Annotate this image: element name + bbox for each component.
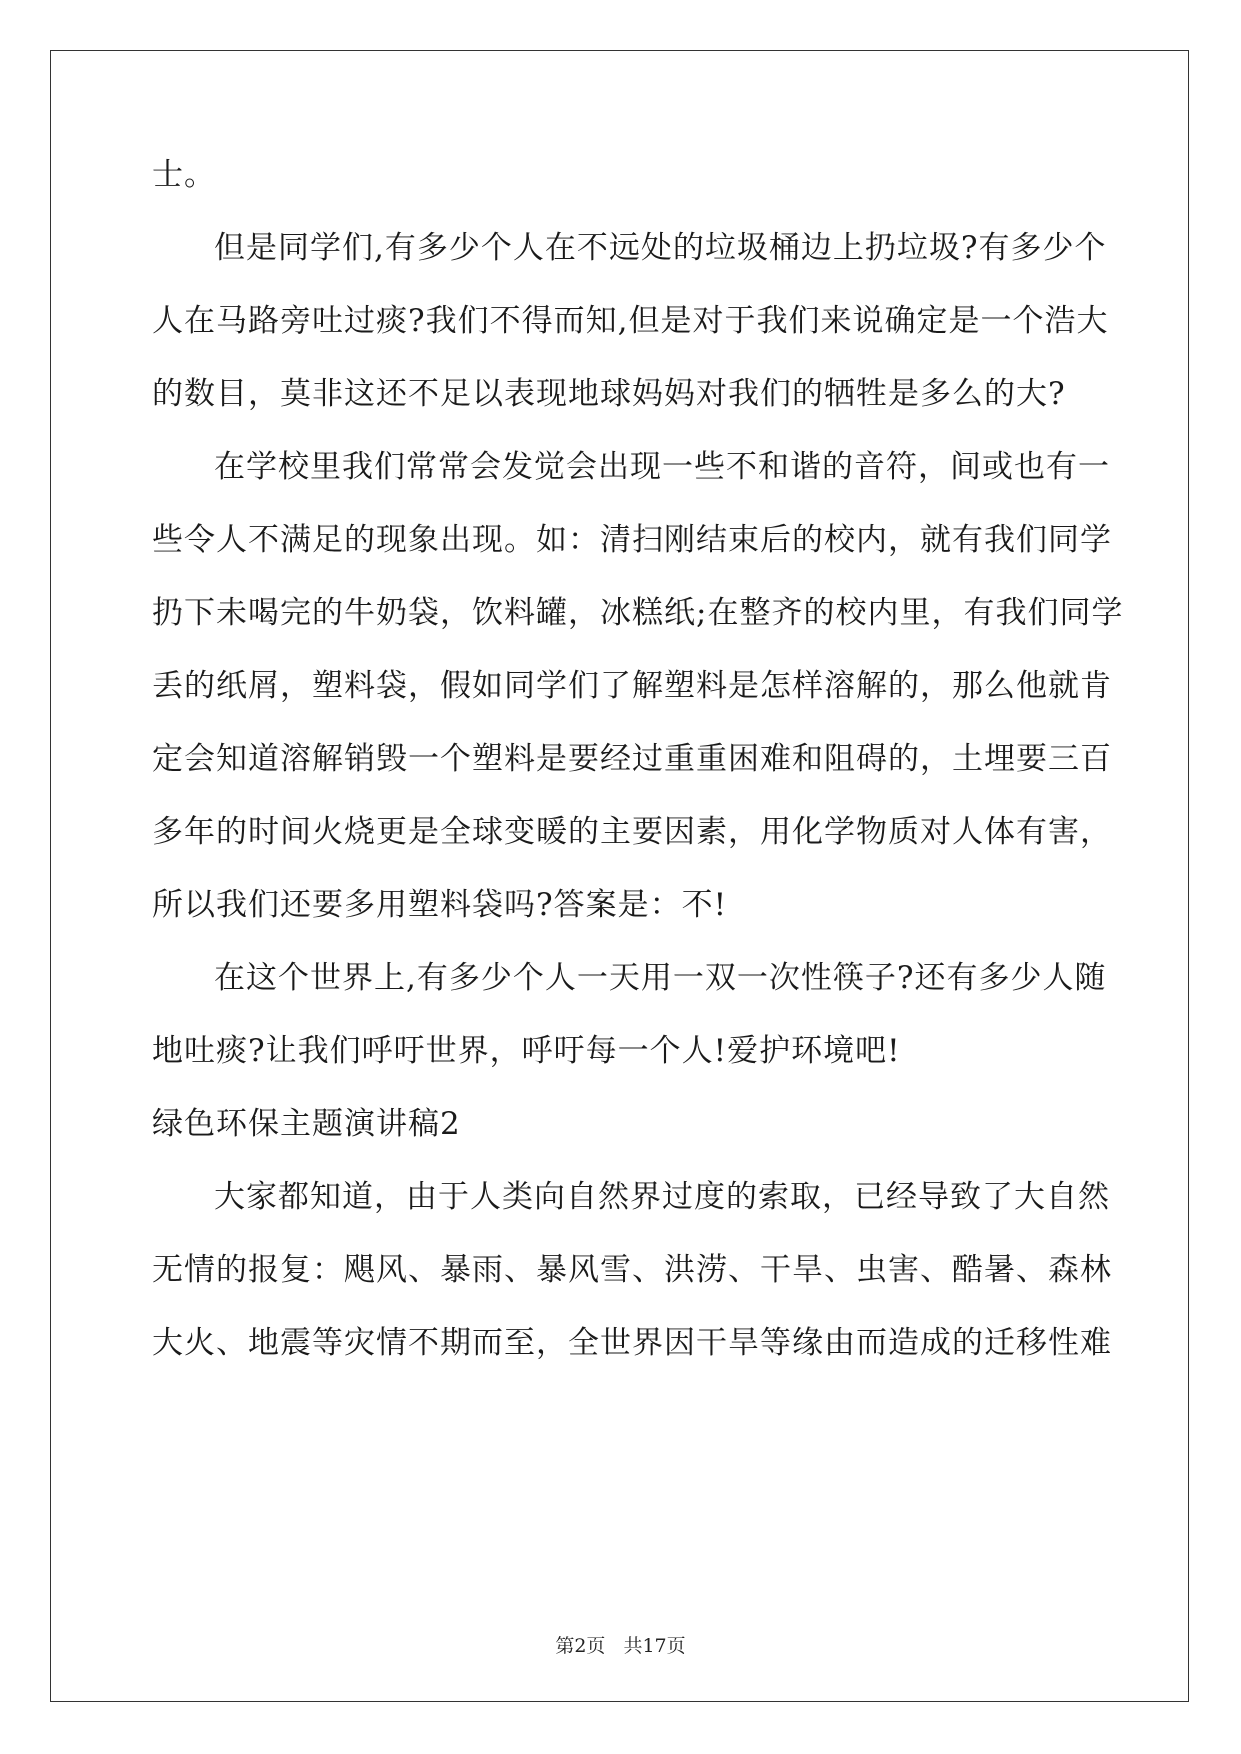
- text-line: 些令人不满足的现象出现。如：清扫刚结束后的校内，就有我们同学: [152, 522, 1112, 558]
- text-line: 的数目，莫非这还不足以表现地球妈妈对我们的牺牲是多么的大?: [152, 376, 1066, 412]
- text-line: 无情的报复：飓风、暴雨、暴风雪、洪涝、干旱、虫害、酷暑、森林: [152, 1252, 1112, 1288]
- section-heading: 绿色环保主题演讲稿2: [152, 1106, 461, 1142]
- page-frame: [50, 50, 1189, 1702]
- text-line: 地吐痰?让我们呼吁世界，呼吁每一个人!爱护环境吧!: [152, 1033, 901, 1069]
- text-line: 士。: [152, 157, 216, 193]
- text-line: 多年的时间火烧更是全球变暖的主要因素，用化学物质对人体有害，: [152, 814, 1112, 850]
- text-line: 人在马路旁吐过痰?我们不得而知,但是对于我们来说确定是一个浩大: [152, 303, 1109, 339]
- text-line: 但是同学们,有多少个人在不远处的垃圾桶边上扔垃圾?有多少个: [214, 230, 1107, 266]
- text-line: 在这个世界上,有多少个人一天用一双一次性筷子?还有多少人随: [214, 960, 1107, 996]
- text-line: 大家都知道，由于人类向自然界过度的索取，已经导致了大自然: [214, 1179, 1110, 1215]
- page-total: 共17页: [623, 1635, 686, 1657]
- page-footer: [0, 1634, 1241, 1658]
- page-number: 第2页: [555, 1635, 606, 1657]
- text-line: 定会知道溶解销毁一个塑料是要经过重重困难和阻碍的，土埋要三百: [152, 741, 1112, 777]
- text-line: 大火、地震等灾情不期而至，全世界因干旱等缘由而造成的迁移性难: [152, 1325, 1112, 1361]
- text-line: 扔下未喝完的牛奶袋，饮料罐，冰糕纸;在整齐的校内里，有我们同学: [152, 595, 1124, 631]
- text-line: 所以我们还要多用塑料袋吗?答案是：不!: [152, 887, 728, 923]
- text-line: 在学校里我们常常会发觉会出现一些不和谐的音符，间或也有一: [214, 449, 1110, 485]
- text-line: 丢的纸屑，塑料袋，假如同学们了解塑料是怎样溶解的，那么他就肯: [152, 668, 1112, 704]
